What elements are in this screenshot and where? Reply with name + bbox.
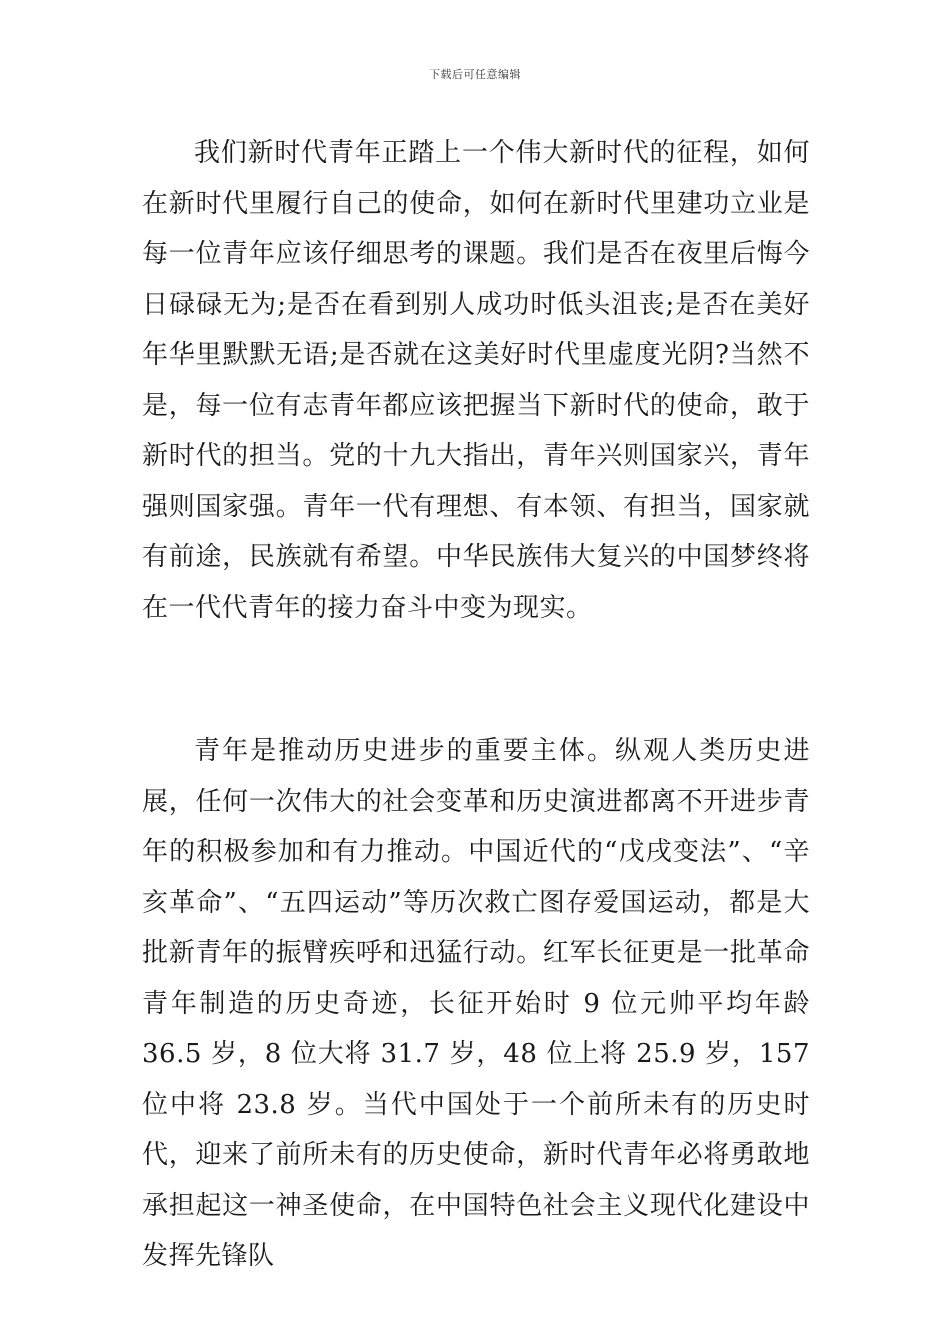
header-note: 下载后可任意编辑 (429, 68, 521, 81)
paragraph-1: 我们新时代青年正踏上一个伟大新时代的征程，如何在新时代里履行自己的使命，如何在新时代里建功立业是每一位青年应该仔细思考的课题。我们是否在夜里后悔今日碌碌无为;是否在看到别人成功时低头沮丧;是否在美好年华里默默无语;是否就在这美好时代里虚度光阴?当然不是，每一位有志青年都应该把握当下新时代的使命，敢于新时代的担当。党的十九大指出，青年兴则国家兴，青年强则国家强。青年一代有理想、有本领、有担当，国家就有前途，民族就有希望。中华民族伟大复兴的中国梦终将在一代代青年的接力奋斗中变为现实。 (142, 138, 810, 623)
paragraph-2: 青年是推动历史进步的重要主体。纵观人类历史进展，任何一次伟大的社会变革和历史演进都离不开进步青年的积极参加和有力推动。中国近代的“戊戌变法”、“辛亥革命”、“五四运动”等历次救亡图存爱国运动，都是大批新青年的振臂疾呼和迅猛行动。红军长征更是一批革命青年制造的历史奇迹，长征开始时 9 位元帅平均年龄 36.5 岁，8 位大将 31.7 岁，48 位上将 25.9 岁，157 位中将 23.8 岁。当代中国处于一个前所未有的历史时代，迎来了前所未有的历史使命，新时代青年必将勇敢地承担起这一神圣使命，在中国特色社会主义现代化建设中发挥先锋队 (142, 736, 810, 1271)
paragraph-block-1 (142, 128, 810, 633)
paragraph-block-2 (142, 726, 810, 1282)
